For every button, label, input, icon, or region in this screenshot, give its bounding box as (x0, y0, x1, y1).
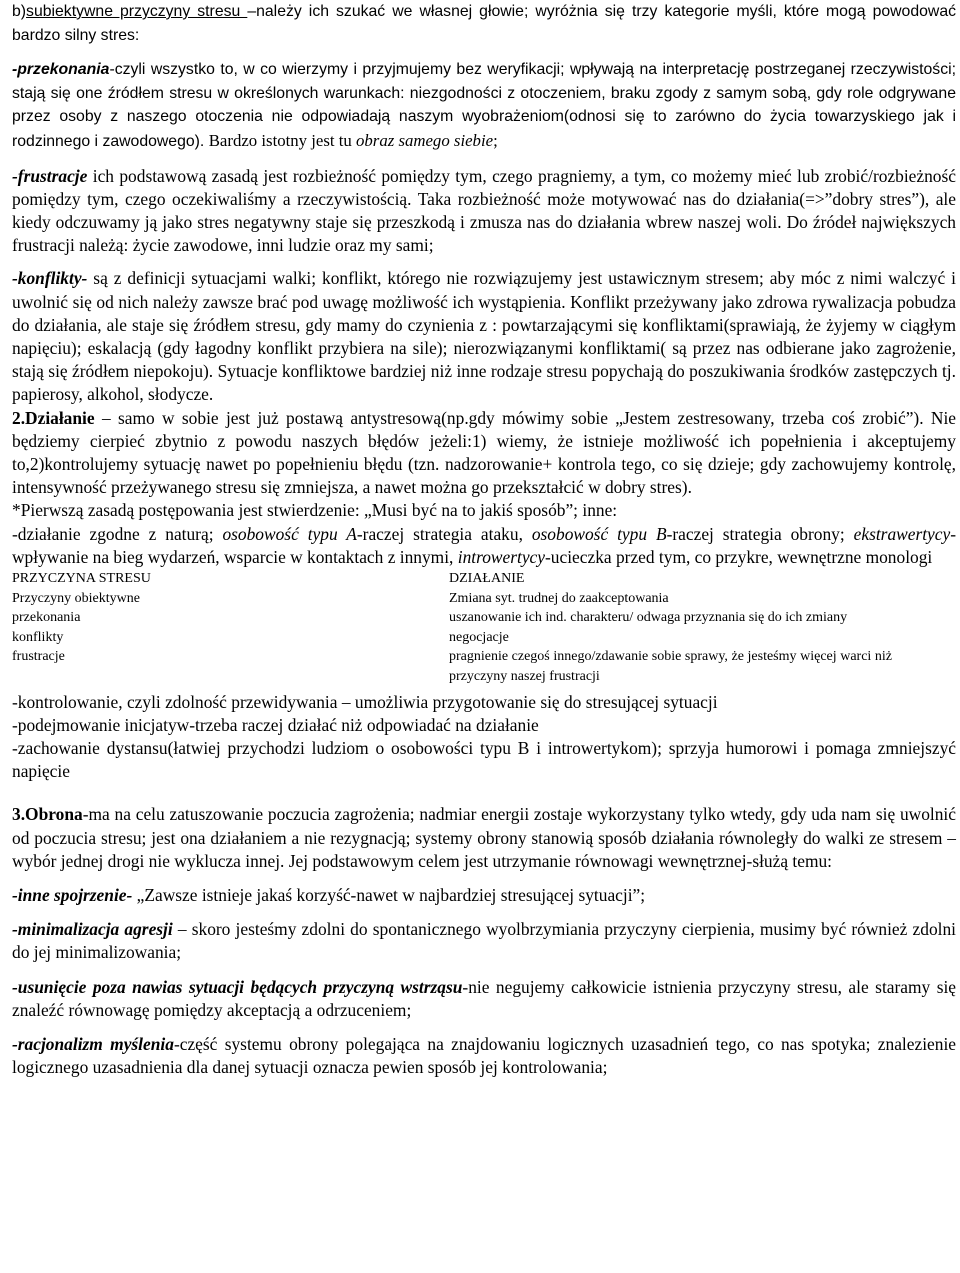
table-cell: pragnienie czegoś innego/zdawanie sobie sprawy, że jesteśmy więcej warci niż przyczyny naszej frustracji (449, 649, 892, 684)
table-cell: negocjacje (449, 629, 509, 645)
paragraph-frustrations (12, 165, 956, 258)
paragraph-text: -część systemu obrony polegająca na znajdowaniu logicznych uzasadnień tego, co nas spotyka; znalezienie logicznego uzasadnienia dla danej sytuacji oznacza pewien sposób jej kontrolowania; (12, 1034, 956, 1078)
term-label: 3.Obrona (12, 804, 83, 825)
table-row (12, 589, 892, 609)
table-cell: konflikty (12, 629, 64, 645)
cause-action-table (12, 569, 892, 687)
table-cell: Przyczyny obiektywne (12, 590, 140, 606)
paragraph-text: -nie negujemy całkowicie istnienia przyczyny stresu, ale staramy się znaleźć równowagę pomiędzy akceptacją a odrzuceniem; (12, 976, 957, 1020)
term-label: -frustracje (12, 165, 88, 186)
paragraph-personality-types (12, 523, 956, 569)
paragraph-text: *Pierwszą zasadą postępowania jest stwierdzenie: „Musi być na to jakiś sposób”; inne: (12, 500, 618, 521)
term-label: -racjonalizm myślenia (12, 1034, 174, 1055)
table-cell: PRZYCZYNA STRESU (12, 571, 151, 587)
paragraph-text: „Zawsze istnieje jakaś korzyść-nawet w najbardziej stresującej sytuacji”; (132, 885, 646, 905)
paragraph-text: –należy ich szukać we własnej głowie; wyróżnia się trzy kategorie myśli, które mogą powodować bardzo silny stres: (12, 3, 956, 44)
paragraph-text: ich podstawową zasadą jest rozbieżność pomiędzy tym, czego pragniemy, a tym, co możemy mieć lub zrobić/rozbieżność pomiędzy tym, czego oczekiwaliśmy a rzeczywistością. (12, 165, 956, 209)
paragraph-text: Do źródeł największych frustracji należą: życie zawodowe, inni ludzie oraz my sami; (12, 211, 956, 256)
table-cell: uszanowanie ich ind. charakteru/ odwaga przyznania się do ich zmiany (449, 610, 848, 626)
table-row (12, 647, 892, 686)
paragraph-text: ; (493, 130, 498, 150)
emphasis-text: osobowość typu B (531, 523, 667, 544)
table-row (12, 608, 892, 628)
paragraph-other-view (12, 884, 956, 907)
table-cell: Zmiana syt. trudnej do zaakceptowania (449, 590, 669, 606)
table-row (12, 569, 892, 589)
paragraph-conflicts (12, 267, 956, 406)
paragraph-bracketing (12, 976, 956, 1022)
paragraph-controlling: -kontrolowanie, czyli zdolność przewidywania – umożliwia przygotowanie się do stresującej sytuacji (12, 691, 718, 712)
paragraph-text: -ma na celu zatuszowanie poczucia zagrożenia; nadmiar energii zostaje wykorzystany tylko wtedy, gdy uda nam się uwolnić od poczucia stresu; jest ona działaniem a nie rezygnacją; systemy obrony stanowią sposób działania równoległy do walki ze stresem – wybór jednej drogi nie wyklucza innej. Jej podstawowym celem jest utrzymanie równowagi wewnętrznej-służą temu: (12, 804, 956, 871)
term-label: -inne spojrzenie- (12, 885, 133, 905)
paragraph-text: Bardzo istotny jest tu (208, 130, 357, 150)
paragraph-text: Taka rozbieżność może motywować nas do działania(=>”dobry stres”), ale kiedy odczuwamy ją jako stres negatywny staje się przeszkodą i zmusza nas do działania wbrew naszej woli. (12, 188, 956, 232)
paragraph-text: -wpływanie na bieg wydarzeń, wsparcie w kontaktach z innymi, (12, 523, 957, 567)
paragraph-text: -raczej strategia ataku, (356, 523, 532, 544)
paragraph-action (12, 407, 956, 500)
paragraph-minimizing-aggression (12, 918, 956, 964)
term-label: 2.Działanie (12, 407, 95, 428)
paragraph-subjective-causes (12, 0, 956, 47)
section-heading: subiektywne przyczyny stresu (26, 3, 248, 20)
emphasis-text: ekstrawertycy (853, 523, 951, 544)
table-cell: frustracje (12, 649, 65, 665)
paragraph-defence (12, 803, 956, 873)
section-prefix: b) (12, 3, 27, 20)
paragraph-text: są z definicji sytuacjami walki; konflikt, którego nie rozwiązujemy jest ustawicznym stresem; aby móc z nimi walczyć i uwolnić się od nich należy zawsze brać pod uwagę możliwość ich wystąpienia. Konflikt przeżywany jako zdrowa rywalizacja pobudza do działania, ale staje się źródłem stresu, gdy mamy do czynienia z : powtarzającymi się konfliktami(sprawiają, że żyjemy w ciągłym napięciu); eskalacją (gdy łagodny konflikt przybiera na sile); nierozwiązanymi konfliktami( są przez nas odbierane jako zagrożenie, stają się źródłem niepokoju). Sytuacje konfliktowe bardziej niż inne rodzaje stresu popychają do poszukiwania środków zastępczych tj. papierosy, alkohol, słodycze. (12, 268, 956, 405)
paragraph-first-rule (12, 499, 956, 522)
paragraph-distance: -zachowanie dystansu(łatwiej przychodzi ludziom o osobowości typu B i introwertykom); sprzyja humorowi i pomaga zmniejszyć napięcie (12, 737, 956, 782)
paragraph-rationalism (12, 1033, 956, 1079)
paragraph-text: -działanie zgodne z naturą; (12, 523, 223, 544)
document-page (12, 0, 956, 1079)
term-label: -usunięcie poza nawias sytuacji będących przyczyną wstrząsu (12, 976, 463, 997)
table-cell: przekonania (12, 610, 81, 626)
table-row (12, 628, 892, 648)
paragraph-initiative: -podejmowanie inicjatyw-trzeba raczej działać niż odpowiadać na działanie (12, 714, 539, 735)
paragraph-text: – samo w sobie jest już postawą antystresową(np.gdy mówimy sobie „Jestem zestresowany, trzeba coś zrobić”). Nie będziemy cierpieć zbytnio z powodu naszych błędów jeżeli:1) wiemy, że istnieje możliwość ich popełnienia i akceptujemy to,2)kontrolujemy sytuację nawet po popełnieniu błędu (tzn. nadzorowanie+ kontrola tego, co się dzieje; gdy zachowujemy kontrolę, intensywność przeżywanego stresu się zmniejsza, a nawet można go przekształcić w dobry stres). (12, 407, 956, 498)
emphasis-text: introwertycy (457, 546, 545, 567)
paragraph-beliefs (12, 58, 956, 153)
paragraph-text: -czyli wszystko to, w co wierzymy i przyjmujemy bez weryfikacji; wpływają na interpretację postrzeganej rzeczywistości; stają się one źródłem stresu w określonych warunkach: niezgodności z otoczeniem, braku zgody z samym sobą, gdy role odgrywane przez osoby z naszego otoczenia nie odpowiadają naszym wyobrażeniom(odnosi się to zarówno do życia towarzyskiego jak i rodzinnego i zawodowego). (12, 61, 956, 150)
paragraph-text: – skoro jesteśmy zdolni do spontanicznego wyolbrzymiania przyczyny cierpienia, musimy być również zdolni do jej minimalizowania; (12, 919, 956, 963)
term-label: -konflikty- (12, 268, 88, 289)
emphasis-text: obraz samego siebie (356, 130, 494, 150)
emphasis-text: osobowość typu A (222, 523, 357, 544)
paragraph-text: -raczej strategia obrony; (666, 523, 854, 544)
table-cell: DZIAŁANIE (449, 571, 525, 587)
term-label: -przekonania (12, 61, 110, 79)
paragraph-text: -ucieczka przed tym, co przykre, wewnętrzne monologi (545, 546, 933, 567)
term-label: -minimalizacja agresji (12, 919, 173, 940)
